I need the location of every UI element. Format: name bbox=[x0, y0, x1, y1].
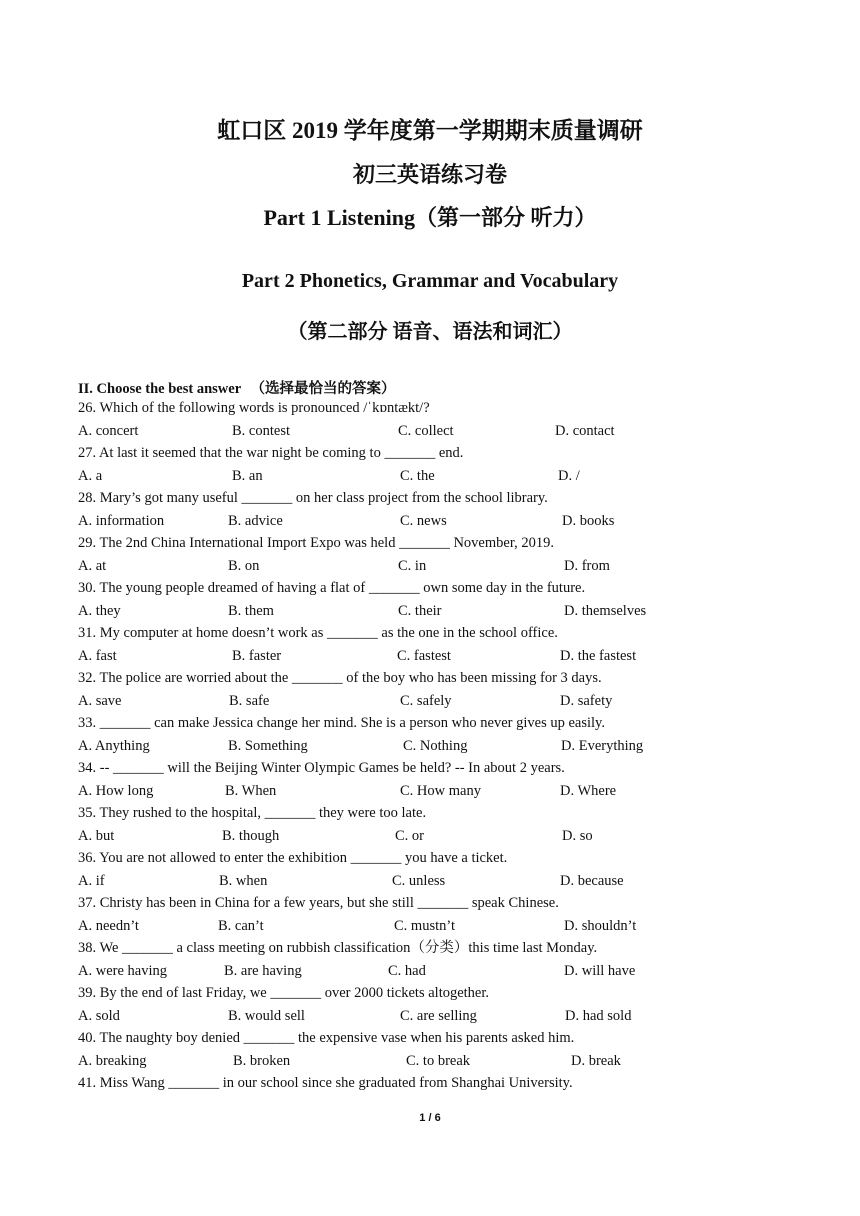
question-33: 33. _______ can make Jessica change her mind. She is a person who never gives up easily. bbox=[78, 715, 605, 731]
question-38-option-c: C. had bbox=[388, 963, 426, 979]
question-29: 29. The 2nd China International Import Expo was held _______ November, 2019. bbox=[78, 535, 554, 551]
question-37-option-d: D. shouldn’t bbox=[564, 918, 637, 934]
page-number: 1 / 6 bbox=[419, 1112, 441, 1124]
question-29-option-c: C. in bbox=[398, 558, 427, 574]
question-28: 28. Mary’s got many useful _______ on her class project from the school library. bbox=[78, 490, 548, 506]
question-34-option-a: A. How long bbox=[78, 783, 154, 799]
question-30-option-b: B. them bbox=[228, 603, 274, 619]
question-36-option-d: D. because bbox=[560, 873, 624, 889]
document-subtitle: 初三英语练习卷 bbox=[352, 162, 507, 187]
question-35-option-b: B. though bbox=[222, 828, 280, 844]
question-32: 32. The police are worried about the _______ of the boy who has been missing for 3 days. bbox=[78, 670, 602, 686]
question-26-option-d: D. contact bbox=[555, 423, 615, 439]
part1-heading: Part 1 Listening（第一部分 听力） bbox=[263, 205, 597, 230]
question-34-option-c: C. How many bbox=[400, 783, 481, 799]
document-title: 虹口区 2019 学年度第一学期期末质量调研 bbox=[217, 118, 643, 143]
question-40-option-b: B. broken bbox=[233, 1053, 291, 1069]
question-32-option-b: B. safe bbox=[229, 693, 270, 709]
question-27-option-c: C. the bbox=[400, 468, 435, 484]
question-36-option-a: A. if bbox=[78, 873, 105, 889]
question-38: 38. We _______ a class meeting on rubbish classification（分类）this time last Monday. bbox=[78, 940, 598, 956]
question-28-option-c: C. news bbox=[400, 513, 447, 529]
question-34-option-b: B. When bbox=[225, 783, 277, 799]
question-37-option-b: B. can’t bbox=[218, 918, 264, 934]
question-31-option-d: D. the fastest bbox=[560, 648, 637, 664]
question-31-option-b: B. faster bbox=[232, 648, 282, 664]
question-36-option-c: C. unless bbox=[392, 873, 446, 889]
question-35: 35. They rushed to the hospital, _______ they were too late. bbox=[78, 805, 427, 821]
question-32-option-c: C. safely bbox=[400, 693, 452, 709]
question-40-option-a: A. breaking bbox=[78, 1053, 147, 1069]
question-39-option-a: A. sold bbox=[78, 1008, 120, 1024]
question-37-option-c: C. mustn’t bbox=[394, 918, 455, 934]
question-37: 37. Christy has been in China for a few years, but she still _______ speak Chinese. bbox=[78, 895, 559, 911]
part2-heading: Part 2 Phonetics, Grammar and Vocabulary bbox=[241, 270, 619, 292]
question-36: 36. You are not allowed to enter the exhibition _______ you have a ticket. bbox=[78, 850, 508, 866]
section-title: II. Choose the best answer bbox=[78, 381, 241, 397]
question-27: 27. At last it seemed that the war night be coming to _______ end. bbox=[78, 445, 464, 461]
question-37-option-a: A. needn’t bbox=[78, 918, 139, 934]
section-title-cn: （选择最恰当的答案） bbox=[250, 381, 396, 397]
question-41: 41. Miss Wang _______ in our school since she graduated from Shanghai University. bbox=[78, 1075, 573, 1091]
section-heading bbox=[78, 377, 396, 398]
question-27-option-a: A. a bbox=[78, 468, 103, 484]
question-27-option-d: D. / bbox=[558, 468, 580, 484]
question-40-option-d: D. break bbox=[571, 1053, 621, 1069]
question-40-option-c: C. to break bbox=[406, 1053, 471, 1069]
question-29-option-b: B. on bbox=[228, 558, 260, 574]
question-29-option-d: D. from bbox=[564, 558, 610, 574]
question-33-option-c: C. Nothing bbox=[403, 738, 468, 754]
question-39-option-b: B. would sell bbox=[228, 1008, 305, 1024]
question-31-option-c: C. fastest bbox=[397, 648, 451, 664]
question-26: 26. Which of the following words is pronounced /ˈkɒntækt/? bbox=[78, 400, 430, 416]
question-31: 31. My computer at home doesn’t work as _______ as the one in the school office. bbox=[78, 625, 558, 641]
question-34: 34. -- _______ will the Beijing Winter Olympic Games be held? -- In about 2 years. bbox=[78, 760, 565, 776]
question-35-option-a: A. but bbox=[78, 828, 115, 844]
question-30: 30. The young people dreamed of having a flat of _______ own some day in the future. bbox=[78, 580, 586, 596]
question-36-option-b: B. when bbox=[219, 873, 268, 889]
question-38-option-b: B. are having bbox=[224, 963, 302, 979]
question-33-option-d: D. Everything bbox=[561, 738, 644, 754]
question-38-option-a: A. were having bbox=[78, 963, 167, 979]
question-26-option-c: C. collect bbox=[398, 423, 454, 439]
question-30-option-d: D. themselves bbox=[564, 603, 647, 619]
question-39-option-d: D. had sold bbox=[565, 1008, 632, 1024]
question-27-option-b: B. an bbox=[232, 468, 263, 484]
question-26-option-a: A. concert bbox=[78, 423, 139, 439]
question-30-option-c: C. their bbox=[398, 603, 442, 619]
question-28-option-b: B. advice bbox=[228, 513, 283, 529]
part2-heading-cn: （第二部分 语音、语法和词汇） bbox=[287, 321, 573, 343]
question-33-option-b: B. Something bbox=[228, 738, 308, 754]
question-30-option-a: A. they bbox=[78, 603, 121, 619]
question-29-option-a: A. at bbox=[78, 558, 107, 574]
question-39-option-c: C. are selling bbox=[400, 1008, 477, 1024]
question-39: 39. By the end of last Friday, we _______ over 2000 tickets altogether. bbox=[78, 985, 490, 1001]
question-33-option-a: A. Anything bbox=[78, 738, 150, 754]
question-31-option-a: A. fast bbox=[78, 648, 117, 664]
question-28-option-d: D. books bbox=[562, 513, 615, 529]
question-26-option-b: B. contest bbox=[232, 423, 290, 439]
question-35-option-c: C. or bbox=[395, 828, 424, 844]
question-28-option-a: A. information bbox=[78, 513, 165, 529]
question-32-option-d: D. safety bbox=[560, 693, 613, 709]
question-38-option-d: D. will have bbox=[564, 963, 636, 979]
question-35-option-d: D. so bbox=[562, 828, 593, 844]
question-34-option-d: D. Where bbox=[560, 783, 617, 799]
question-32-option-a: A. save bbox=[78, 693, 122, 709]
question-40: 40. The naughty boy denied _______ the expensive vase when his parents asked him. bbox=[78, 1030, 575, 1046]
